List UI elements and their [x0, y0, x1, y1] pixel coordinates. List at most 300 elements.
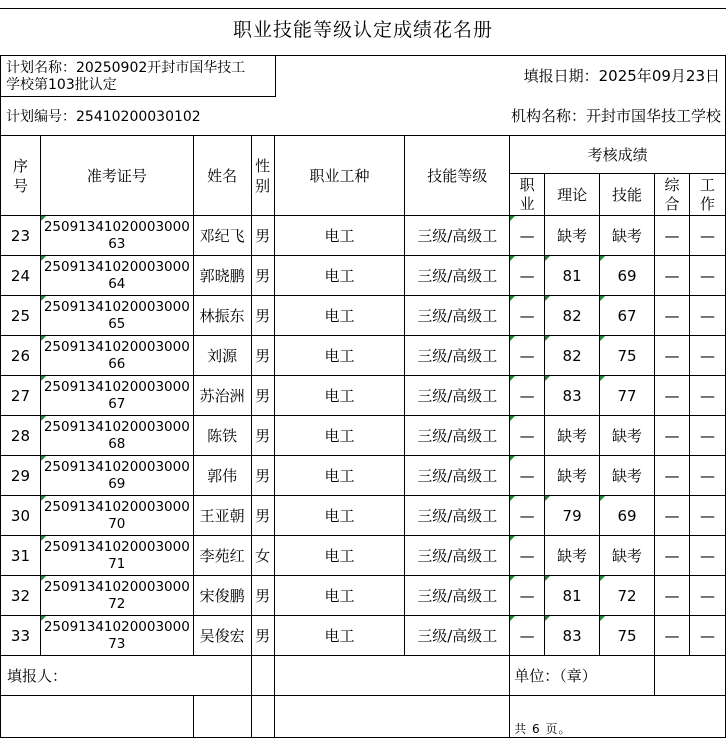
row-score-5	[689, 376, 725, 416]
row-score-theory	[545, 616, 600, 656]
row-level-text: 三级/高级工	[417, 587, 498, 605]
row-level	[405, 536, 510, 576]
row-score-5	[689, 576, 725, 616]
table-row	[1, 376, 726, 416]
header-score-col-4-label: 综合	[664, 175, 680, 213]
cell-marker-icon	[545, 496, 550, 501]
row-level-text: 三级/高级工	[417, 627, 498, 645]
cell-marker-icon	[41, 256, 46, 261]
cell-marker-icon	[510, 216, 515, 221]
row-exam-no	[40, 216, 193, 256]
row-level	[405, 296, 510, 336]
row-gender	[251, 536, 274, 576]
header-seq-label: 序号	[12, 156, 28, 195]
row-name	[193, 336, 251, 376]
row-exam-no-text: 2509134102000300071	[43, 538, 190, 572]
row-score-skill	[600, 456, 655, 496]
row-gender-text: 男	[255, 627, 271, 645]
row-score-4-text: —	[664, 426, 680, 445]
row-score-theory-text: 83	[562, 386, 582, 405]
row-score-4-text: —	[664, 266, 680, 285]
row-score-skill-text: 75	[617, 346, 637, 365]
page-count: 共 6 页。	[510, 696, 726, 738]
row-gender	[251, 336, 274, 376]
row-gender-text: 男	[255, 267, 271, 285]
row-level	[405, 216, 510, 256]
row-score-1	[510, 496, 545, 536]
row-level	[405, 336, 510, 376]
row-score-4	[654, 296, 689, 336]
row-exam-no	[40, 496, 193, 536]
row-score-theory-text: 81	[562, 266, 582, 285]
row-name	[193, 456, 251, 496]
row-score-5-text: —	[699, 586, 715, 605]
row-score-5	[689, 616, 725, 656]
row-score-skill	[600, 336, 655, 376]
row-name-text: 吴俊宏	[199, 627, 245, 645]
row-seq-text: 33	[10, 626, 31, 645]
row-score-1	[510, 416, 545, 456]
table-row	[1, 336, 726, 376]
row-name-text: 王亚朝	[199, 507, 245, 525]
row-name	[193, 616, 251, 656]
row-score-theory	[545, 216, 600, 256]
row-occupation-text: 电工	[324, 587, 355, 605]
row-level	[405, 616, 510, 656]
row-occupation-text: 电工	[324, 427, 355, 445]
plan-name	[6, 60, 274, 96]
cell-marker-icon	[600, 296, 605, 301]
header-score-col-1-label: 职业	[519, 175, 535, 213]
row-score-5-text: —	[699, 466, 715, 485]
row-score-4-text: —	[664, 586, 680, 605]
row-score-1	[510, 256, 545, 296]
row-seq-text: 25	[10, 306, 31, 325]
header-scores: 考核成绩	[510, 136, 726, 174]
header-score-col-5	[689, 174, 725, 216]
row-score-4	[654, 416, 689, 456]
row-score-theory-text: 81	[562, 586, 582, 605]
cell-marker-icon	[600, 256, 605, 261]
header-name: 姓名	[193, 136, 251, 216]
cell-marker-icon	[545, 296, 550, 301]
row-level-text: 三级/高级工	[417, 267, 498, 285]
row-score-4-text: —	[664, 306, 680, 325]
row-level-text: 三级/高级工	[417, 507, 498, 525]
row-score-theory-text: 82	[562, 346, 582, 365]
row-score-skill-text: 69	[617, 506, 637, 525]
row-seq	[1, 256, 41, 296]
row-seq	[1, 496, 41, 536]
row-name-text: 陈铁	[207, 427, 238, 445]
header-row-1	[1, 136, 726, 174]
cell-marker-icon	[510, 336, 515, 341]
row-gender	[251, 576, 274, 616]
row-score-skill	[600, 296, 655, 336]
footer-blank-6	[193, 696, 251, 738]
row-gender	[251, 616, 274, 656]
row-score-1-text: —	[519, 466, 535, 485]
row-occupation-text: 电工	[324, 347, 355, 365]
row-seq	[1, 576, 41, 616]
row-name	[193, 296, 251, 336]
row-score-5	[689, 456, 725, 496]
row-occupation	[274, 496, 405, 536]
row-score-skill-text: 缺考	[612, 547, 643, 565]
row-name-text: 刘源	[207, 347, 238, 365]
page-title: 职业技能等级认定成绩花名册	[232, 18, 493, 41]
row-level-text: 三级/高级工	[417, 347, 498, 365]
row-gender-text: 男	[255, 227, 271, 245]
row-gender-text: 男	[255, 347, 271, 365]
row-exam-no	[40, 376, 193, 416]
row-score-theory-text: 79	[562, 506, 582, 525]
row-occupation	[274, 456, 405, 496]
cell-marker-icon	[510, 616, 515, 621]
row-seq-text: 30	[10, 506, 31, 525]
row-score-4-text: —	[664, 226, 680, 245]
row-exam-no	[40, 576, 193, 616]
row-seq-text: 29	[10, 466, 31, 485]
plan-info-vline	[275, 55, 276, 96]
row-score-theory	[545, 416, 600, 456]
row-exam-no-text: 2509134102000300063	[43, 218, 190, 252]
table-row	[1, 456, 726, 496]
row-score-skill	[600, 496, 655, 536]
row-occupation	[274, 416, 405, 456]
row-gender	[251, 496, 274, 536]
row-score-4	[654, 256, 689, 296]
row-exam-no	[40, 256, 193, 296]
row-exam-no-text: 2509134102000300064	[43, 258, 190, 292]
row-score-5-text: —	[699, 426, 715, 445]
row-score-theory-text: 82	[562, 306, 582, 325]
row-score-skill-text: 75	[617, 626, 637, 645]
row-occupation	[274, 536, 405, 576]
row-exam-no	[40, 536, 193, 576]
row-score-theory	[545, 576, 600, 616]
footer-blank-5	[1, 696, 194, 738]
row-gender-text: 女	[255, 547, 271, 565]
row-score-skill	[600, 256, 655, 296]
cell-marker-icon	[41, 376, 46, 381]
row-seq	[1, 616, 41, 656]
cell-marker-icon	[510, 296, 515, 301]
row-name	[193, 536, 251, 576]
row-score-skill-text: 69	[617, 266, 637, 285]
row-score-theory	[545, 496, 600, 536]
row-score-1-text: —	[519, 306, 535, 325]
row-gender	[251, 256, 274, 296]
cell-marker-icon	[510, 536, 515, 541]
row-score-5-text: —	[699, 386, 715, 405]
row-score-5	[689, 216, 725, 256]
footer-blank-4	[654, 656, 725, 696]
row-level-text: 三级/高级工	[417, 547, 498, 565]
row-level	[405, 256, 510, 296]
row-name-text: 郭晓鹏	[199, 267, 245, 285]
row-occupation-text: 电工	[324, 307, 355, 325]
footer-blank-7	[251, 696, 274, 738]
row-seq-text: 23	[10, 226, 31, 245]
cell-marker-icon	[600, 576, 605, 581]
header-score-skill: 技能	[600, 174, 655, 216]
row-level-text: 三级/高级工	[417, 307, 498, 325]
row-score-4	[654, 616, 689, 656]
row-occupation	[274, 336, 405, 376]
row-seq-text: 27	[10, 386, 31, 405]
row-score-1	[510, 216, 545, 256]
row-occupation	[274, 256, 405, 296]
row-score-4	[654, 336, 689, 376]
plan-name-line1: 计划名称：20250902开封市国华技工	[6, 60, 246, 76]
cell-marker-icon	[510, 376, 515, 381]
table-row	[1, 416, 726, 456]
row-name	[193, 576, 251, 616]
row-name	[193, 376, 251, 416]
footer-row-2	[1, 696, 726, 738]
row-score-4	[654, 216, 689, 256]
cell-marker-icon	[41, 336, 46, 341]
cell-marker-icon	[510, 496, 515, 501]
row-score-5	[689, 536, 725, 576]
cell-marker-icon	[41, 456, 46, 461]
header-seq	[1, 136, 41, 216]
row-level	[405, 576, 510, 616]
row-score-5-text: —	[699, 346, 715, 365]
row-gender	[251, 296, 274, 336]
row-score-5	[689, 296, 725, 336]
row-name-text: 苏治洲	[199, 387, 245, 405]
row-gender-text: 男	[255, 427, 271, 445]
row-score-1	[510, 576, 545, 616]
plan-name-line2: 学校第103批认定	[6, 77, 117, 93]
row-gender	[251, 216, 274, 256]
header-score-col-5-label: 工作	[699, 175, 715, 213]
cell-marker-icon	[41, 616, 46, 621]
row-score-skill	[600, 536, 655, 576]
row-score-4	[654, 456, 689, 496]
cell-marker-icon	[600, 376, 605, 381]
row-occupation-text: 电工	[324, 627, 355, 645]
row-score-5-text: —	[699, 546, 715, 565]
row-exam-no	[40, 416, 193, 456]
org-name: 机构名称：开封市国华技工学校	[510, 108, 721, 125]
cell-marker-icon	[41, 296, 46, 301]
row-name-text: 林振东	[199, 307, 245, 325]
row-seq	[1, 456, 41, 496]
footer-blank-3	[274, 656, 510, 696]
cell-marker-icon	[545, 336, 550, 341]
row-score-1	[510, 456, 545, 496]
row-name-text: 李苑红	[199, 547, 245, 565]
row-score-theory-text: 缺考	[557, 427, 588, 445]
row-score-5-text: —	[699, 506, 715, 525]
row-occupation-text: 电工	[324, 267, 355, 285]
row-score-1-text: —	[519, 346, 535, 365]
row-level	[405, 416, 510, 456]
cell-marker-icon	[600, 496, 605, 501]
row-score-5-text: —	[699, 226, 715, 245]
row-seq	[1, 296, 41, 336]
row-score-skill-text: 67	[617, 306, 637, 325]
row-score-5-text: —	[699, 626, 715, 645]
row-score-skill-text: 77	[617, 386, 637, 405]
table-row	[1, 256, 726, 296]
row-level-text: 三级/高级工	[417, 427, 498, 445]
row-name-text: 郭伟	[207, 467, 238, 485]
row-seq	[1, 416, 41, 456]
header-occupation: 职业工种	[274, 136, 405, 216]
row-exam-no	[40, 296, 193, 336]
row-score-1	[510, 296, 545, 336]
row-score-theory	[545, 376, 600, 416]
row-score-1	[510, 376, 545, 416]
row-exam-no	[40, 456, 193, 496]
row-score-4-text: —	[664, 386, 680, 405]
row-score-1	[510, 616, 545, 656]
cell-marker-icon	[510, 456, 515, 461]
row-score-skill	[600, 376, 655, 416]
row-occupation-text: 电工	[324, 547, 355, 565]
row-name	[193, 256, 251, 296]
report-date: 填报日期：2025年09月23日	[523, 68, 720, 85]
row-name	[193, 416, 251, 456]
cell-marker-icon	[41, 536, 46, 541]
table-row	[1, 296, 726, 336]
row-score-theory	[545, 336, 600, 376]
row-score-theory	[545, 456, 600, 496]
row-exam-no-text: 2509134102000300067	[43, 378, 190, 412]
row-exam-no-text: 2509134102000300072	[43, 578, 190, 612]
row-level	[405, 496, 510, 536]
cell-marker-icon	[545, 256, 550, 261]
row-score-theory-text: 缺考	[557, 467, 588, 485]
row-score-1-text: —	[519, 586, 535, 605]
row-exam-no-text: 2509134102000300070	[43, 498, 190, 532]
row-score-1-text: —	[519, 226, 535, 245]
row-level	[405, 376, 510, 416]
row-score-skill	[600, 576, 655, 616]
row-level	[405, 456, 510, 496]
header-gender	[251, 136, 274, 216]
cell-marker-icon	[510, 416, 515, 421]
row-level-text: 三级/高级工	[417, 467, 498, 485]
row-name	[193, 216, 251, 256]
row-score-skill	[600, 216, 655, 256]
row-seq	[1, 536, 41, 576]
table-row	[1, 536, 726, 576]
header-gender-label: 性别	[255, 156, 271, 195]
footer-blank-1	[193, 656, 251, 696]
row-seq-text: 26	[10, 346, 31, 365]
row-score-1-text: —	[519, 426, 535, 445]
row-score-4	[654, 536, 689, 576]
footer-row-1	[1, 656, 726, 696]
row-seq	[1, 376, 41, 416]
row-score-5	[689, 336, 725, 376]
cell-marker-icon	[545, 376, 550, 381]
row-occupation-text: 电工	[324, 387, 355, 405]
row-level-text: 三级/高级工	[417, 227, 498, 245]
row-score-4-text: —	[664, 466, 680, 485]
row-occupation	[274, 216, 405, 256]
table-row	[1, 576, 726, 616]
table-row	[1, 616, 726, 656]
row-score-1-text: —	[519, 546, 535, 565]
header-score-col-1	[510, 174, 545, 216]
row-seq-text: 24	[10, 266, 31, 285]
plan-info-divider	[0, 96, 276, 97]
row-score-1-text: —	[519, 386, 535, 405]
row-occupation	[274, 296, 405, 336]
row-score-theory	[545, 536, 600, 576]
row-name-text: 宋俊鹏	[199, 587, 245, 605]
row-score-skill	[600, 416, 655, 456]
row-score-4-text: —	[664, 346, 680, 365]
row-score-4	[654, 376, 689, 416]
header-score-col-4	[654, 174, 689, 216]
cell-marker-icon	[41, 416, 46, 421]
cell-marker-icon	[510, 256, 515, 261]
score-table	[0, 135, 726, 738]
row-occupation	[274, 616, 405, 656]
row-exam-no-text: 2509134102000300066	[43, 338, 190, 372]
row-score-skill-text: 缺考	[612, 227, 643, 245]
row-score-skill-text: 缺考	[612, 467, 643, 485]
row-name	[193, 496, 251, 536]
row-score-1-text: —	[519, 506, 535, 525]
row-score-1	[510, 536, 545, 576]
row-occupation	[274, 376, 405, 416]
cell-marker-icon	[600, 336, 605, 341]
row-occupation-text: 电工	[324, 507, 355, 525]
row-seq-text: 28	[10, 426, 31, 445]
row-exam-no-text: 2509134102000300073	[43, 618, 190, 652]
row-score-1	[510, 336, 545, 376]
row-score-skill	[600, 616, 655, 656]
row-score-theory-text: 83	[562, 626, 582, 645]
row-gender-text: 男	[255, 587, 271, 605]
row-score-5-text: —	[699, 266, 715, 285]
cell-marker-icon	[545, 616, 550, 621]
header-exam-no: 准考证号	[40, 136, 193, 216]
row-score-theory	[545, 256, 600, 296]
row-gender	[251, 416, 274, 456]
row-exam-no	[40, 336, 193, 376]
table-row	[1, 496, 726, 536]
cell-marker-icon	[41, 576, 46, 581]
footer-blank-8	[274, 696, 510, 738]
cell-marker-icon	[41, 496, 46, 501]
row-gender-text: 男	[255, 467, 271, 485]
table-body	[1, 216, 726, 656]
row-score-skill-text: 缺考	[612, 427, 643, 445]
row-exam-no-text: 2509134102000300068	[43, 418, 190, 452]
row-exam-no-text: 2509134102000300065	[43, 298, 190, 332]
row-exam-no	[40, 616, 193, 656]
row-score-5	[689, 256, 725, 296]
row-score-4-text: —	[664, 626, 680, 645]
header-level: 技能等级	[405, 136, 510, 216]
cell-marker-icon	[510, 576, 515, 581]
filler-label: 填报人：	[1, 656, 194, 696]
row-score-5	[689, 416, 725, 456]
row-score-theory-text: 缺考	[557, 227, 588, 245]
cell-marker-icon	[545, 576, 550, 581]
row-score-4	[654, 576, 689, 616]
cell-marker-icon	[600, 616, 605, 621]
